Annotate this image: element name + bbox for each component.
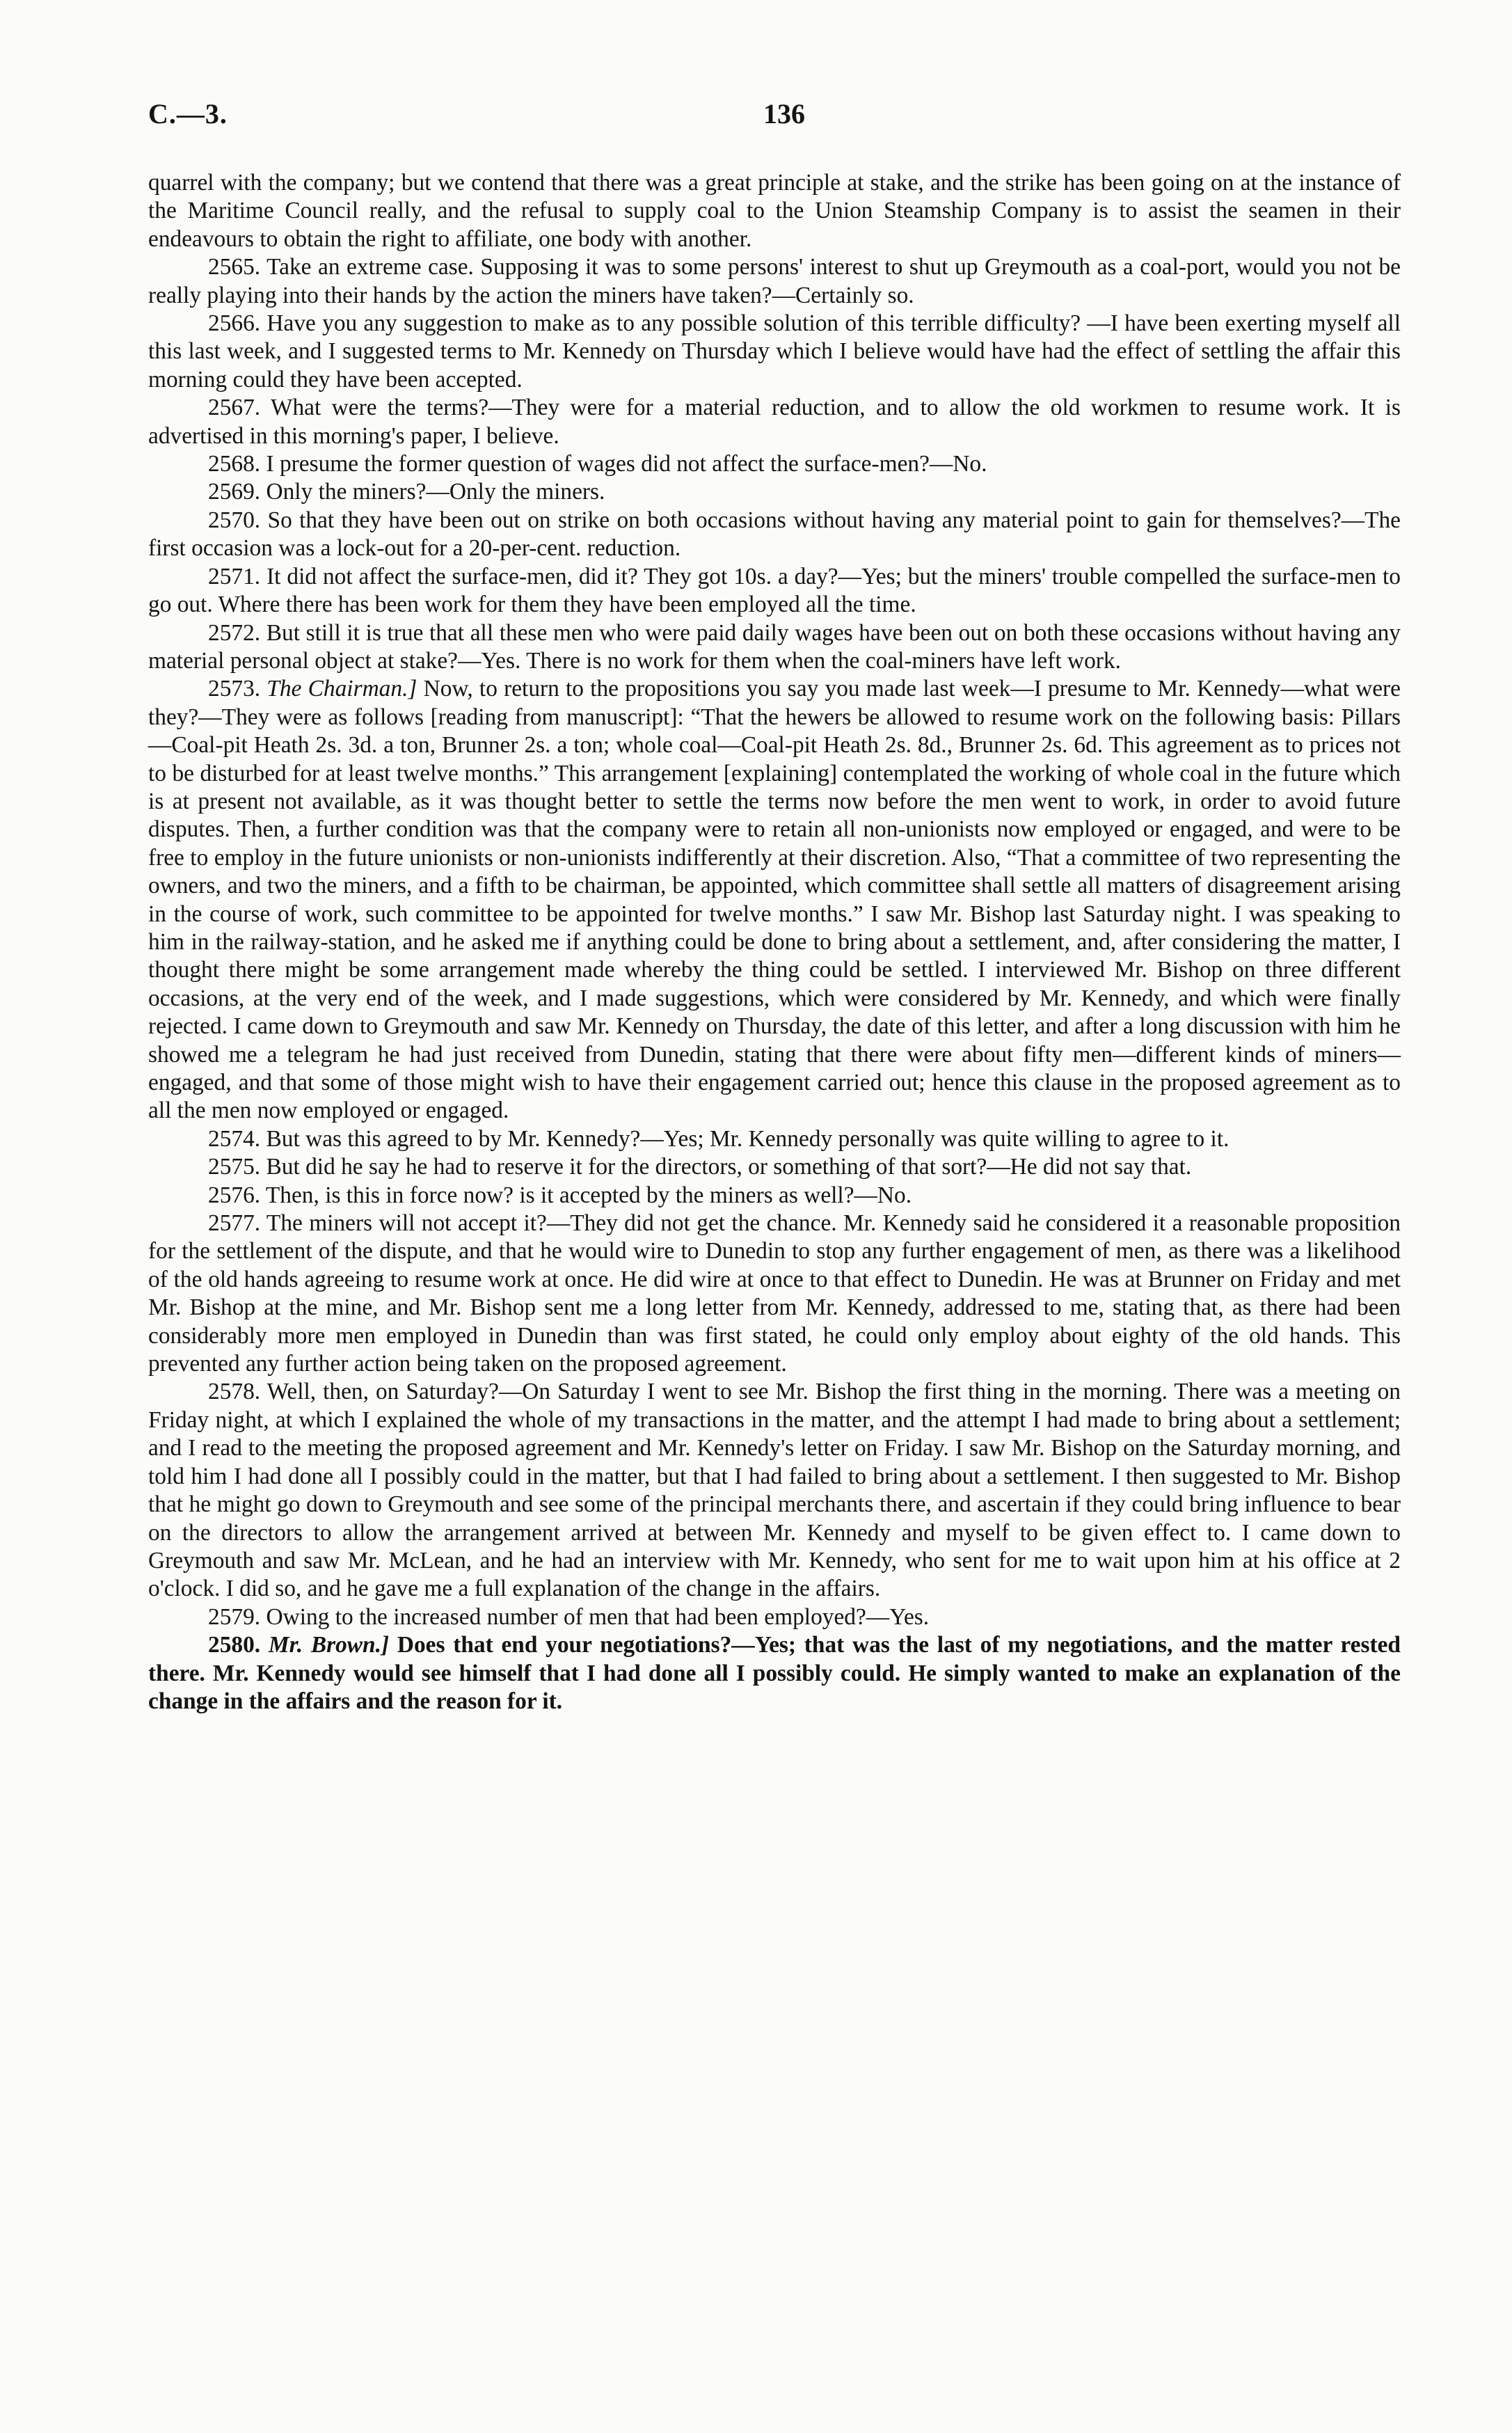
question-2570: [148, 507, 1401, 563]
paragraph-text: Well, then, on Saturday?—On Saturday I went to see Mr. Bishop the first thing in the morning. There was a meeting on Friday night, at which I explained the whole of my transactions in the matter, and the attempt I had made to bring about a settlement; and I read to the meeting the proposed agreement and Mr. Kennedy's letter on Friday. I saw Mr. Bishop on the Saturday morning, and told him I had done all I possibly could in the matter, but that I had failed to bring about a settlement. I then suggested to Mr. Bishop that he might go down to Greymouth and see some of the principal merchants there, and ascertain if they could bring influence to bear on the directors to allow the arrangement arrived at between Mr. Kennedy and myself to be given effect to. I came down to Greymouth and saw Mr. McLean, and he had an interview with Mr. Kennedy, who sent for me to wait upon him at his office at 2 o'clock. I did so, and he gave me a full explanation of the change in the affairs.: [148, 1379, 1401, 1602]
speaker-label: Mr. Brown.]: [268, 1632, 390, 1658]
question-number: 2577.: [208, 1210, 261, 1237]
question-number: 2569.: [208, 479, 261, 505]
paragraph-text: So that they have been out on strike on both occasions without having any material point to gain for themselves?—The first occasion was a lock-out for a 20-per-cent. reduction.: [148, 507, 1401, 562]
question-number: 2579.: [208, 1603, 261, 1630]
document-reference: C.—3.: [148, 98, 228, 129]
question-number: 2570.: [208, 507, 261, 533]
question-2576: [148, 1182, 1401, 1210]
paragraph-text: It did not affect the surface-men, did it? They got 10s. a day?—Yes; but the miners' trouble compelled the surface-men to go out. Where there has been work for them they have been employed all the time.: [148, 563, 1401, 618]
paragraph-text: quarrel with the company; but we contend that there was a great principle at stake, and the strike has been going on at the instance of the Maritime Council really, and the refusal to supply coal to the Union Steamship Company is to assist the seamen in their endeavours to obtain the right to affiliate, one body with another.: [148, 170, 1401, 252]
paragraph-text: Only the miners?—Only the miners.: [266, 479, 605, 505]
paragraph-text: But did he say he had to reserve it for the directors, or something of that sort?—He did not say that.: [266, 1154, 1192, 1180]
question-number: 2572.: [208, 619, 261, 646]
paragraph-text: But was this agreed to by Mr. Kennedy?—Yes; Mr. Kennedy personally was quite willing to agree to it.: [266, 1125, 1230, 1152]
question-2569: [148, 478, 1401, 506]
question-number: 2565.: [208, 254, 261, 280]
paragraph-text: Take an extreme case. Supposing it was to some persons' interest to shut up Greymouth as a coal-port, would you not be really playing into their hands by the action the miners have taken?—Certainly so.: [148, 254, 1401, 308]
paragraph-text: Then, is this in force now? is it accepted by the miners as well?—No.: [265, 1182, 912, 1208]
question-2573: [148, 675, 1401, 1125]
paragraph-text: The miners will not accept it?—They did not get the chance. Mr. Kennedy said he considered it a reasonable proposition for the settlement of the dispute, and that he would wire to Dunedin to stop any further engagement of men, as there was a likelihood of the old hands agreeing to resume work at once. He did wire at once to that effect to Dunedin. He was at Brunner on Friday and met Mr. Bishop at the mine, and Mr. Bishop sent me a long letter from Mr. Kennedy, addressed to me, stating that, as there had been considerably more men employed in Dunedin than was first stated, he could only employ about eighty of the old hands. This prevented any further action being taken on the proposed agreement.: [148, 1210, 1401, 1377]
question-2577: [148, 1210, 1401, 1378]
paragraph-text: Have you any suggestion to make as to any possible solution of this terrible difficulty? —I have been exerting myself all this last week, and I suggested terms to Mr. Kennedy on Thursday which I believe would have had the effect of settling the affair this morning could they have been accepted.: [148, 310, 1401, 393]
question-number: 2575.: [208, 1154, 261, 1180]
question-number: 2580.: [208, 1632, 261, 1658]
paragraph-text: Does that end your negotiations?—Yes; that was the last of my negotiations, and the matter rested there. Mr. Kennedy would see himself that I had done all I possibly could. He simply wanted to make an explanation of the change in the affairs and the reason for it.: [148, 1632, 1401, 1714]
paragraph-text: Now, to return to the propositions you say you made last week—I presume to Mr. Kennedy—what were they?—They were as follows [reading from manuscript]: “That the hewers be allowed to resume work on the following basis: Pillars—Coal-pit Heath 2s. 3d. a ton, Brunner 2s. a ton; whole coal—Coal-pit Heath 2s. 8d., Brunner 2s. 6d. This agreement as to prices not to be disturbed for at least twelve months.” This arrangement [explaining] contemplated the working of whole coal in the future which is at present not available, as it was thought better to settle the terms now before the men went to work, in order to avoid future disputes. Then, a further condition was that the company were to retain all non-unionists now employed or engaged, and were to be free to employ in the future unionists or non-unionists indifferently at their discretion. Also, “That a committee of two representing the owners, and two the miners, and a fifth to be chairman, be appointed, which committee shall settle all matters of disagreement arising in the course of work, such committee to be appointed for twelve months.” I saw Mr. Bishop last Saturday night. I was speaking to him in the railway-station, and he asked me if anything could be done to bring about a settlement, and, after considering the matter, I thought there might be some arrangement made whereby the thing could be settled. I interviewed Mr. Bishop on three different occasions, at the very end of the week, and I made suggestions, which were considered by Mr. Kennedy, and which were finally rejected. I came down to Greymouth and saw Mr. Kennedy on Thursday, the date of this letter, and after a long discussion with him he showed me a telegram he had just received from Dunedin, stating that there were about fifty men—different kinds of miners—engaged, and that some of those might wish to have their engagement carried out; hence this clause in the proposed agreement as to all the men now employed or engaged.: [148, 676, 1401, 1124]
question-number: 2574.: [208, 1125, 261, 1152]
question-2580: [148, 1631, 1401, 1715]
question-2566: [148, 310, 1401, 394]
question-2574: [148, 1125, 1401, 1153]
question-2568: [148, 450, 1401, 478]
page-number: 136: [763, 98, 805, 129]
paragraph-text: But still it is true that all these men who were paid daily wages have been out on both these occasions without having any material personal object at stake?—Yes. There is no work for them when the coal-miners have left work.: [148, 619, 1401, 674]
paragraph-text: I presume the former question of wages did not affect the surface-men?—No.: [266, 451, 987, 477]
question-number: 2571.: [208, 563, 261, 589]
question-2567: [148, 394, 1401, 450]
speaker-label: The Chairman.]: [266, 676, 417, 702]
question-2571: [148, 563, 1401, 619]
question-2575: [148, 1153, 1401, 1181]
question-2572: [148, 619, 1401, 676]
paragraph: [148, 169, 1401, 253]
question-2579: [148, 1603, 1401, 1631]
question-number: 2568.: [208, 451, 261, 477]
question-number: 2573.: [208, 676, 261, 702]
question-number: 2566.: [208, 310, 261, 337]
question-number: 2578.: [208, 1379, 261, 1405]
paragraph-text: Owing to the increased number of men that had been employed?—Yes.: [266, 1603, 930, 1630]
question-2565: [148, 253, 1401, 310]
paragraph-text: What were the terms?—They were for a material reduction, and to allow the old workmen to resume work. It is advertised in this morning's paper, I believe.: [148, 395, 1401, 449]
question-number: 2567.: [208, 395, 261, 421]
document-body: [148, 169, 1401, 1715]
question-number: 2576.: [208, 1182, 261, 1208]
page-header: [148, 97, 1401, 139]
question-2578: [148, 1378, 1401, 1603]
